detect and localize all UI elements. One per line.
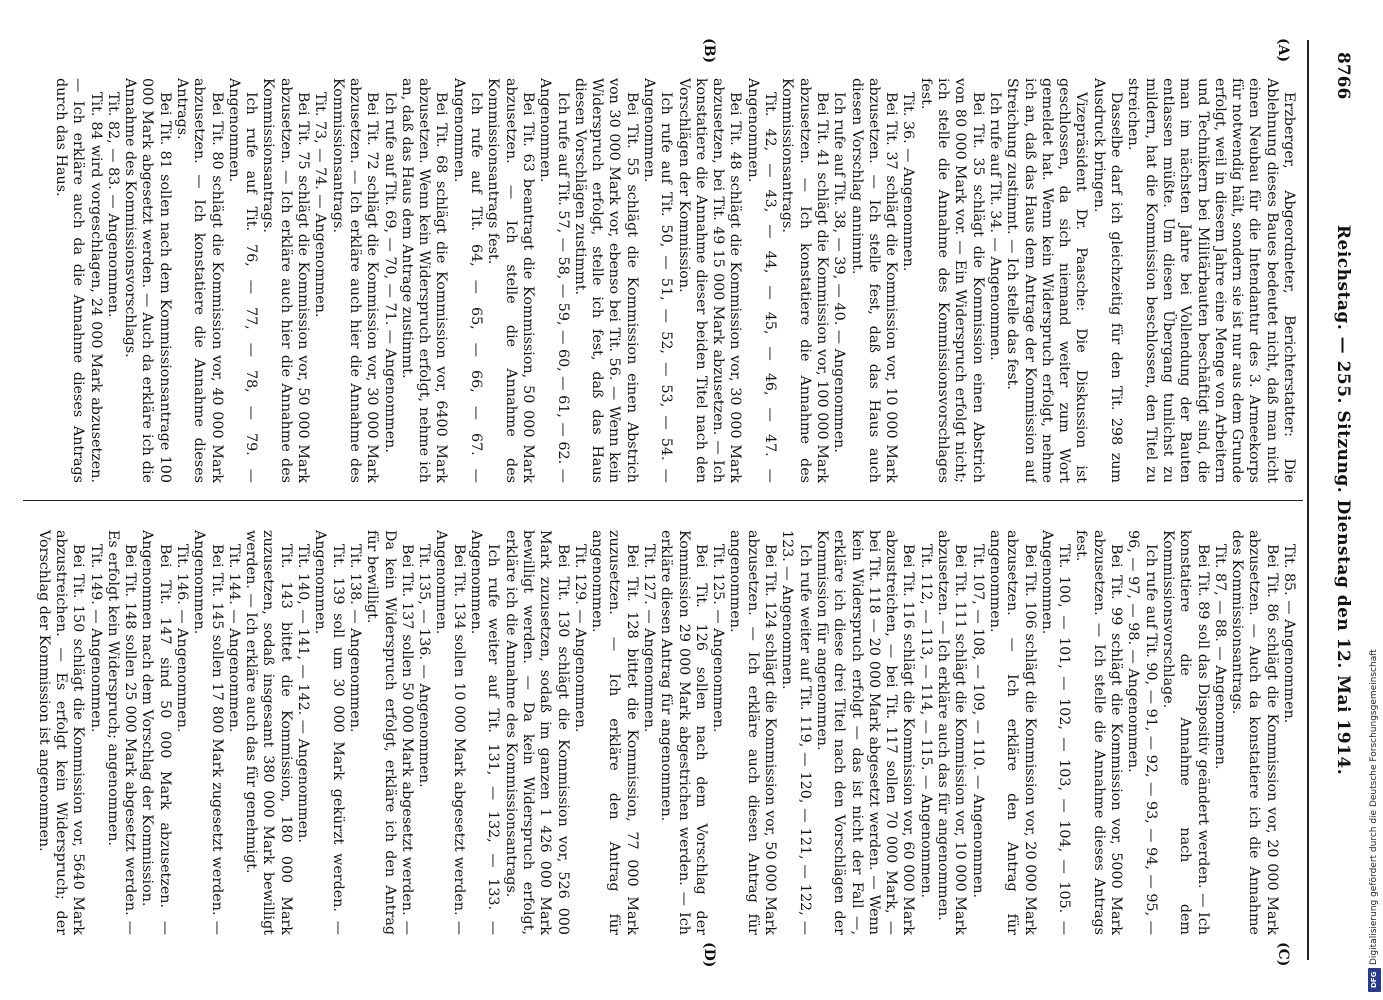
- paragraph: Tit. 82, — 83. — Angenommen.: [104, 92, 121, 318]
- paragraph: Bei Tit. 134 sollen 10 000 Mark abgesetzt werden. — Angenommen.: [433, 530, 467, 935]
- paragraph: Ich rufe auf Tit. 90, — 91, — 92, — 93, — 94, — 95, — 96, — 97, — 98. — Angenommen.: [1125, 530, 1159, 935]
- paragraph: Ich rufe auf Tit. 50, — 51, — 52, — 53, — 54. — Angenommen.: [641, 78, 675, 483]
- paragraph: Tit. 127. — Angenommen.: [641, 544, 658, 733]
- paragraph: Ich rufe weiter auf Tit. 131, — 132, — 133. — Angenommen.: [468, 530, 502, 935]
- margin-marker-d: (D): [701, 942, 717, 968]
- paragraph: Bei Tit. 55 schlägt die Kommission einen Abstrich von 30 000 Mark vor, ebenso bei Tit. 56. — Wenn kein Widerspruch erfolgt, stelle ich fest, daß das Haus diesen Vorschlägen zustimmt.: [571, 78, 640, 483]
- paragraph: Bei Tit. 48 schlägt die Kommission vor, 30 000 Mark abzusetzen, bei Tit. 49 15 000 Mark abzusetzen. — Ich konstatiere die Annahme dieser beiden Titel nach den Vorschlägen der Kommission.: [675, 78, 744, 483]
- paragraph: Ich rufe weiter auf Tit. 119, — 120, — 121, — 122, — 123. — Angenommen.: [779, 530, 813, 935]
- dfg-logo: DFG: [1368, 968, 1381, 992]
- paragraph: Dasselbe darf ich gleichzeitig für den Tit. 298 zum Ausdruck bringen.: [1090, 78, 1125, 483]
- paragraph: Tit. 143 bittet die Kommission, 180 000 Mark zuzusetzen, sodaß insgesamt 380 000 Mark bewilligt werden. — Ich erkläre auch das für genehmigt.: [243, 530, 294, 935]
- paragraph: Tit. 149. — Angenommen.: [87, 544, 104, 733]
- paragraph: Bei Tit. 81 sollen nach dem Kommissionsantrage 100 000 Mark abgesetzt werden. — Auch da erkläre ich die Annahme des Kommissionsvorschlags.: [122, 78, 173, 483]
- paragraph: Ich rufe auf Tit. 76, — 77, — 78, — 79. — Angenommen.: [225, 78, 260, 483]
- digitization-credit: Digitalisierung gefördert durch die Deutsche Forschungsgemeinschaft: [1369, 649, 1379, 965]
- paragraph: Bei Tit. 68 schlägt die Kommission vor, 6400 Mark abzusetzen. Wenn kein Widerspruch erfolgt, nehme ich an, daß das Haus dem Antrage zustimmt.: [398, 78, 450, 483]
- paragraph: Tit. 100, — 101, — 102, — 103, — 104, — 105. — Angenommen.: [1038, 530, 1073, 935]
- paragraph: Tit. 112, — 113, — 114, — 115. — Angenommen.: [917, 544, 934, 899]
- paragraph: Bei Tit. 148 sollen 25 000 Mark abgesetzt werden. — Es erfolgt kein Widerspruch; angenommen.: [104, 530, 139, 935]
- paragraph: Ich rufe auf Tit. 57, — 58, — 59, — 60, — 61, — 62. — Angenommen.: [537, 78, 571, 483]
- paragraph: Tit. 84 wird vorgeschlagen, 24 000 Mark abzusetzen. — Ich erkläre auch da die Annahme dieses Antrags durch das Haus.: [52, 78, 104, 483]
- paragraph: Bei Tit. 111 schlägt die Kommission vor, 10 000 Mark abzusetzen. — Ich erkläre auch das für angenommen.: [935, 530, 969, 935]
- paragraph: Ich rufe auf Tit. 64, — 65, — 66, — 67. — Angenommen.: [450, 78, 485, 483]
- page-number: 8766: [1333, 52, 1353, 100]
- paragraph: Tit. 144. — Angenommen.: [225, 544, 242, 733]
- paragraph: Bei Tit. 41 schlägt die Kommission vor, 100 000 Mark abzusetzen. — Ich konstatiere die Annahme des Kommissionsantrags.: [779, 78, 830, 483]
- paragraph: Vizepräsident Dr. Paasche: Die Diskussion ist geschlossen, da sich niemand weiter zum Wort gemeldet hat. Wenn kein Widerspruch erfolgt, nehme ich an, daß das Haus dem Antrage der Kommission auf Streichung zustimmt. — Ich stelle das fest.: [1004, 78, 1090, 483]
- paragraph: Tit. 139 soll um 30 000 Mark gekürzt werden. — Angenommen.: [312, 530, 346, 935]
- paragraph: Bei Tit. 80 schlägt die Kommission vor, 40 000 Mark abzusetzen. — Ich konstatiere die Annahme dieses Antrags.: [174, 78, 225, 483]
- paragraph: Bei Tit. 99 schlägt die Kommission vor, 5000 Mark abzusetzen. — Ich stelle die Annahme dieses Antrags fest.: [1073, 530, 1125, 935]
- paragraph: Ich rufe auf Tit. 38, — 39, — 40. — Angenommen.: [831, 92, 848, 453]
- paragraph: Bei Tit. 116 schlägt die Kommission vor, 60 000 Mark abzustreichen, — bei Tit. 117 sollen 70 000 Mark, — bei Tit. 118 — 20 000 Mark abgesetzt werden. — Wenn kein Widerspruch erfolgt — das ist nicht der Fall —, erkläre ich diese drei Titel nach den Vorschlägen der Kommission für angenommen.: [813, 530, 917, 935]
- margin-marker-b: (B): [701, 38, 717, 64]
- paragraph: Ich rufe auf Tit. 69, — 70, — 71. — Angenommen.: [381, 92, 398, 453]
- paragraph: Bei Tit. 137 sollen 50 000 Mark abgesetzt werden. — Da kein Widerspruch erfolgt, erkläre ich den Antrag für bewilligt.: [364, 530, 415, 935]
- paragraph: Tit. 140, — 141, — 142. — Angenommen.: [295, 544, 312, 843]
- right-column: [27, 530, 1297, 935]
- paragraph: Tit. 85. — Angenommen.: [1281, 544, 1297, 724]
- paragraph: Bei Tit. 37 schlägt die Kommission vor, 10 000 Mark abzusetzen. — Ich stelle fest, daß das Haus auch diesen Vorschlag annimmt.: [848, 78, 900, 483]
- left-column: [27, 78, 1297, 483]
- running-title: Reichstag. — 255. Sitzung. Dienstag den 12. Mai 1914.: [1333, 224, 1353, 776]
- paragraph: Tit. 135, — 136. — Angenommen.: [416, 544, 433, 788]
- paragraph: Bei Tit. 150 schlägt die Kommission vor, 5640 Mark abzustreichen. — Es erfolgt kein Widerspruch; der Vorschlag der Kommission ist angenommen.: [35, 530, 87, 935]
- paragraph: Bei Tit. 72 schlägt die Kommission vor, 30 000 Mark abzusetzen. — Ich erkläre auch hier die Annahme des Kommissionsantrags.: [329, 78, 381, 483]
- paragraph: Tit. 129. — Angenommen.: [571, 544, 588, 733]
- paragraph: Tit. 125. — Angenommen.: [710, 544, 727, 733]
- paragraph: Bei Tit. 126 sollen nach dem Vorschlag der Kommission 29 000 Mark abgestrichen werden. — Ich erkläre diesen Antrag für angenommen.: [658, 530, 709, 935]
- paragraph: Tit. 73, — 74. — Angenommen.: [312, 92, 329, 318]
- paragraph: Tit. 138. — Angenommen.: [346, 544, 363, 733]
- paragraph: Bei Tit. 86 schlägt die Kommission vor, 20 000 Mark abzusetzen. — Auch da konstatiere ich die Annahme des Kommissionsantrags.: [1229, 530, 1280, 935]
- paragraph: Bei Tit. 35 schlägt die Kommission einen Abstrich von 80 000 Mark vor. — Ein Widerspruch erfolgt nicht; ich stelle die Annahme des Kommissionsvorschlages fest.: [917, 78, 986, 483]
- paragraph: Bei Tit. 147 sind 50 000 Mark abzusetzen. — Angenommen nach dem Vorschlag der Kommission.: [139, 530, 173, 935]
- paragraph: Tit. 42, — 43, — 44, — 45, — 46, — 47. — Angenommen.: [744, 78, 779, 483]
- paragraph: Bei Tit. 75 schlägt die Kommission vor, 50 000 Mark abzusetzen. — Ich erkläre auch hier die Annahme des Kommissionsantrags.: [260, 78, 312, 483]
- paragraph: Tit. 36. — Angenommen.: [900, 92, 917, 272]
- paragraph: Bei Tit. 130 schlägt die Kommission vor, 526 000 Mark zuzusetzen, sodaß im ganzen 1 426 000 Mark bewilligt werden. — Da kein Widerspruch erfolgt, erkläre ich die Annahme des Kommissionsantrags.: [502, 530, 571, 935]
- page-header: [1305, 40, 1375, 960]
- paragraph: Tit. 87, — 88. — Angenommen.: [1211, 544, 1228, 770]
- margin-marker-c: (C): [1275, 942, 1291, 967]
- paragraph: Tit. 146. — Angenommen.: [174, 544, 190, 733]
- paragraph: Bei Tit. 145 sollen 17 800 Mark zugesetzt werden. — Angenommen.: [191, 530, 225, 935]
- column-separator: [23, 500, 1303, 501]
- header-rule: [1307, 40, 1309, 960]
- paragraph: Erzberger, Abgeordneter, Berichterstatter: Die Ablehnung dieses Baues bedeutet nicht, daß man nicht einen Neubau für die Intendantur des 3. Armeekorps für notwendig hält, sondern sie ist nur aus dem Grunde erfolgt, weil in diesem Jahre eine Menge von Arbeitern und Technikern bei Militärbauten beschäftigt sind, die man im nächsten Jahre bei Vollendung der Bauten entlassen müßte. Um diesen Übergang tunlichst zu mildern, hat die Kommission beschlossen, den Titel zu streichen.: [1125, 78, 1297, 483]
- paragraph: Ich rufe auf Tit. 34. — Angenommen.: [986, 92, 1003, 361]
- margin-marker-a: (A): [1275, 38, 1291, 63]
- paragraph: Bei Tit. 89 soll das Dispositiv geändert werden. — Ich konstatiere die Annahme nach dem Kommissionsvorschlage.: [1159, 530, 1211, 935]
- paragraph: Bei Tit. 63 beantragt die Kommission, 50 000 Mark abzusetzen. — Ich stelle die Annahme des Kommissionsantrags fest.: [485, 78, 536, 483]
- paragraph: Bei Tit. 128 bittet die Kommission, 77 000 Mark zuzusetzen. — Ich erkläre den Antrag für angenommen.: [589, 530, 640, 935]
- paragraph: Bei Tit. 106 schlägt die Kommission vor, 20 000 Mark abzusetzen. — Ich erkläre den Antrag für angenommen.: [986, 530, 1038, 935]
- paragraph: Bei Tit. 124 schlägt die Kommission vor, 50 000 Mark abzusetzen. — Ich erkläre auch diesen Antrag für angenommen.: [727, 530, 779, 935]
- paragraph: Tit. 107, — 108, — 109, — 110. — Angenommen.: [969, 544, 986, 899]
